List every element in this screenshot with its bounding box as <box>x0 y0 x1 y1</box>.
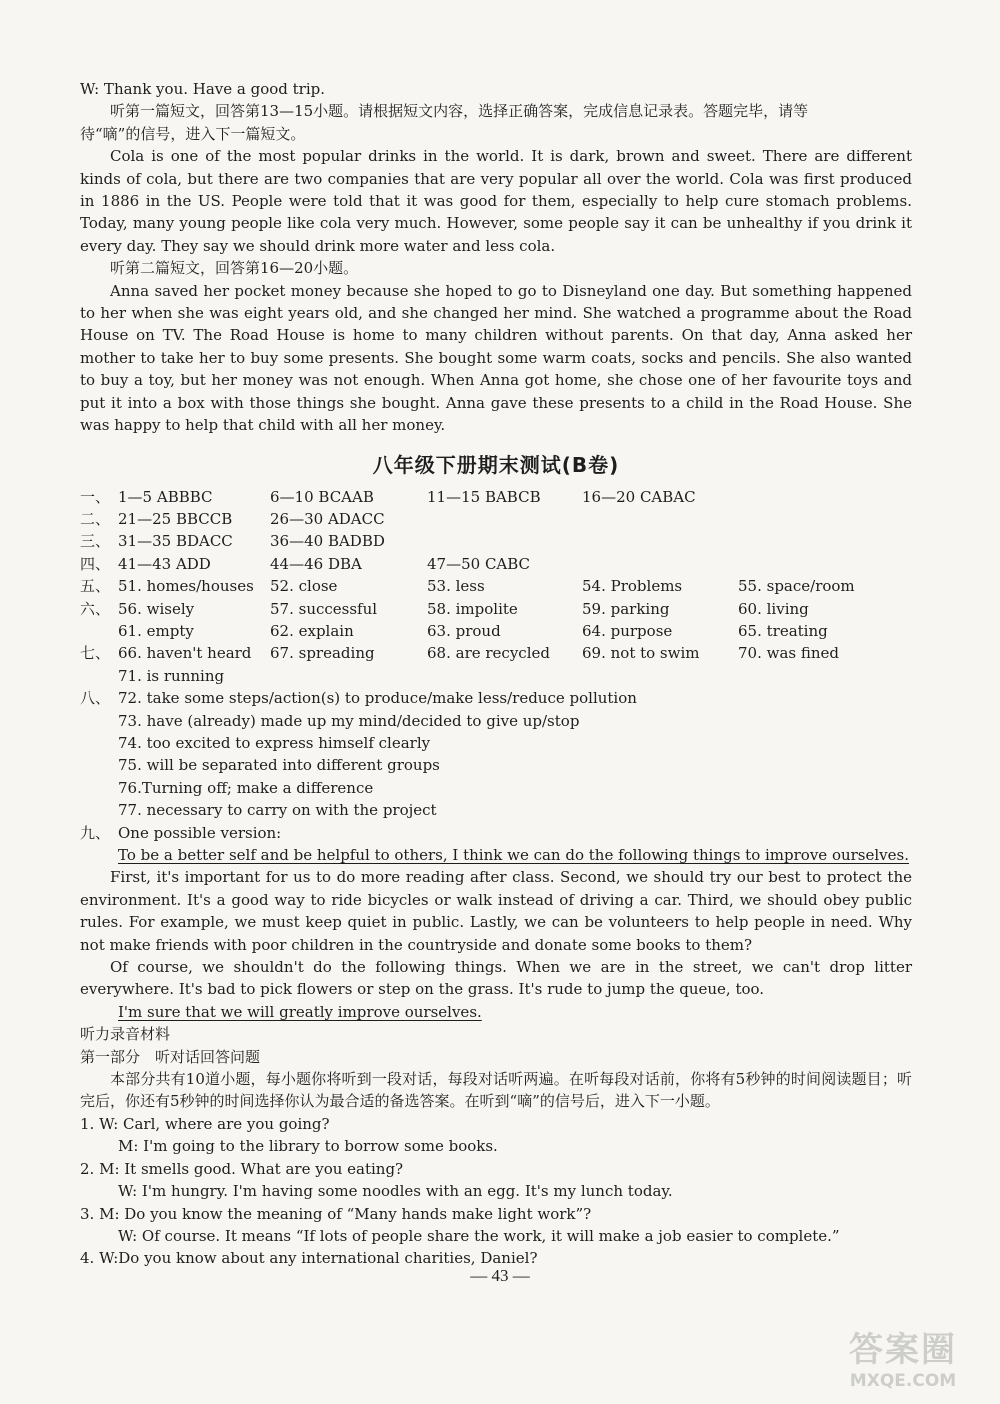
answer-cell: 51. homes/houses <box>118 577 254 596</box>
section9-heading-row <box>80 822 912 844</box>
dialogue-line: W: I'm hungry. I'm having some noodles with an egg. It's my lunch today. <box>118 1182 673 1201</box>
section8-first <box>80 687 912 709</box>
section-label: 九、 <box>80 823 111 842</box>
answer-row <box>80 642 912 664</box>
answer-cell: 68. are recycled <box>427 644 550 663</box>
answer-cell: 16—20 CABAC <box>582 487 696 506</box>
answer-cell: 26—30 ADACC <box>270 509 385 528</box>
answer-item: 77. necessary to carry on with the project <box>118 801 437 820</box>
answer-cell: 56. wisely <box>118 599 195 618</box>
answer-cell: 62. explain <box>270 621 354 640</box>
answer-cell: 三、 <box>80 532 111 551</box>
answer-cell: 64. purpose <box>582 621 673 640</box>
answer-row <box>80 575 912 597</box>
answer-cell: 70. was fined <box>738 644 840 663</box>
answer-cell: 47—50 CABC <box>427 554 531 573</box>
answer-cell: 11—15 BABCB <box>427 487 541 506</box>
answer-cell: 41—43 ADD <box>118 554 211 573</box>
dialogue-line: W: Thank you. Have a good trip. <box>80 80 326 98</box>
answer-cell: 67. spreading <box>270 644 375 663</box>
dialogue-line: M: I'm going to the library to borrow some books. <box>118 1137 498 1156</box>
answer-cell: 五、 <box>80 577 111 596</box>
answer-cell: 58. impolite <box>427 599 518 618</box>
passage-paragraph: Anna saved her pocket money because she hoped to go to Disneyland one day. But something happened to her when she was eight years old, and she changed her mind. She watched a programme about the Road House on TV. The Road House is home to many children without parents. On that day, Anna asked her mother to take her to buy some presents. She bought some warm coats, socks and pencils. She also wanted to buy a toy, but her money was not enough. When Anna got home, she chose one of her favourite toys and put it into a box with those things she bought. Anna gave these presents to a child in the Road House. She was happy to help that child with all her money. <box>80 281 912 435</box>
section-label: 八、 <box>80 689 111 708</box>
watermark-logo <box>828 1322 978 1391</box>
answer-item: 76.Turning off; make a difference <box>118 778 374 797</box>
dialogue-line: 4. W:Do you know about any international charities, Daniel? <box>80 1249 538 1268</box>
answer-cell: 44—46 DBA <box>270 554 362 573</box>
answer-cell: 71. is running <box>118 666 225 685</box>
answer-cell: 七、 <box>80 644 111 663</box>
answer-row <box>80 598 912 620</box>
answer-cell: 60. living <box>738 599 809 618</box>
answer-row <box>80 553 912 575</box>
answer-cell: 二、 <box>80 509 111 528</box>
listening-instruction: 本部分共有10道小题，每小题你将听到一段对话，每段对话听两遍。在听每段对话前，你将有5秒钟的时间阅读题目；听完后，你还有5秒钟的时间选择你认为最合适的备选答案。在听到“嘀”的信号后，进入下一小题。 <box>80 1070 912 1111</box>
answer-cell: 一、 <box>80 487 111 506</box>
instruction-text: 待“嘀”的信号，进入下一篇短文。 <box>80 124 306 143</box>
answer-cell: 6—10 BCAAB <box>270 487 374 506</box>
answer-item: 72. take some steps/action(s) to produce/make less/reduce pollution <box>118 689 637 708</box>
answer-cell: 1—5 ABBBC <box>118 487 213 506</box>
answer-row <box>80 620 912 642</box>
dialogue-line: 1. W: Carl, where are you going? <box>80 1114 330 1133</box>
answer-cell <box>80 665 118 687</box>
answer-cell: 31—35 BDACC <box>118 532 233 551</box>
watermark-url: MXQE.COM <box>849 1371 957 1391</box>
section-heading: One possible version: <box>118 823 282 842</box>
answer-cell: 59. parking <box>582 599 670 618</box>
answer-cell: 55. space/room <box>738 577 855 596</box>
answer-row <box>80 508 912 530</box>
instruction-text: 听第一篇短文，回答第13—15小题。请根据短文内容，选择正确答案，完成信息记录表。答题完毕，请等 <box>110 102 809 121</box>
document-page <box>80 78 912 1270</box>
essay-conclusion: I'm sure that we will greatly improve ourselves. <box>118 1002 482 1021</box>
answer-row <box>80 486 912 508</box>
page-number: — 43 — <box>470 1266 530 1285</box>
answer-row <box>80 665 912 687</box>
answer-cell: 54. Problems <box>582 577 683 596</box>
answer-cell: 61. empty <box>118 621 194 640</box>
answer-cell: 36—40 BADBD <box>270 532 385 551</box>
answer-cell: 四、 <box>80 554 111 573</box>
answer-cell: 21—25 BBCCB <box>118 509 233 528</box>
dialogue-line: 3. M: Do you know the meaning of “Many hands make light work”? <box>80 1204 592 1223</box>
answer-cell <box>80 620 118 642</box>
passage-paragraph: Cola is one of the most popular drinks in the world. It is dark, brown and sweet. There are different kinds of cola, but there are two companies that are very popular all over the world. Cola was first produced in 1886 in the US. People were told that it was good for them, especially to help cure stomach problems. Today, many young people like cola very much. However, some people say it can be unhealthy if you drink it every day. They say we should drink more water and less cola. <box>80 147 912 255</box>
answer-grid <box>80 486 912 688</box>
dialogue-line: W: Of course. It means “If lots of people share the work, it will make a job easier to complete.” <box>118 1226 840 1245</box>
answer-cell: 63. proud <box>427 621 501 640</box>
answer-cell: 66. haven't heard <box>118 644 252 663</box>
essay-paragraph: Of course, we shouldn't do the following things. When we are in the street, we can't drop litter everywhere. It's bad to pick flowers or step on the grass. It's rude to jump the queue, too. <box>80 958 912 999</box>
listening-title: 听力录音材料 <box>80 1025 171 1044</box>
answer-cell: 53. less <box>427 577 485 596</box>
answer-cell: 65. treating <box>738 621 828 640</box>
answer-item: 75. will be separated into different groups <box>118 756 440 775</box>
instruction-text: 听第二篇短文，回答第16—20小题。 <box>110 259 359 278</box>
watermark-text: 答案圈 <box>849 1330 957 1370</box>
answer-item: 74. too excited to express himself clearly <box>118 733 431 752</box>
essay-paragraph: First, it's important for us to do more reading after class. Second, we should try our best to protect the environment. It's a good way to ride bicycles or walk instead of driving a car. Third, we should obey public rules. For example, we must keep quiet in public. Lastly, we can be volunteers to help people in need. Why not make friends with poor children in the countryside and donate some books to them? <box>80 868 912 954</box>
answer-cell: 57. successful <box>270 599 378 618</box>
essay-topic-sentence: To be a better self and be helpful to others, I think we can do the following things to improve ourselves. <box>118 846 910 864</box>
answer-row <box>80 530 912 552</box>
answer-item: 73. have (already) made up my mind/decided to give up/stop <box>118 711 580 730</box>
section-title: 八年级下册期末测试(B卷) <box>372 452 620 477</box>
answer-cell: 六、 <box>80 599 111 618</box>
dialogue-line: 2. M: It smells good. What are you eating? <box>80 1159 404 1178</box>
listening-part-heading: 第一部分 听对话回答问题 <box>80 1047 261 1066</box>
answer-cell: 52. close <box>270 577 338 596</box>
answer-cell: 69. not to swim <box>582 644 700 663</box>
answer-cell <box>738 486 888 508</box>
